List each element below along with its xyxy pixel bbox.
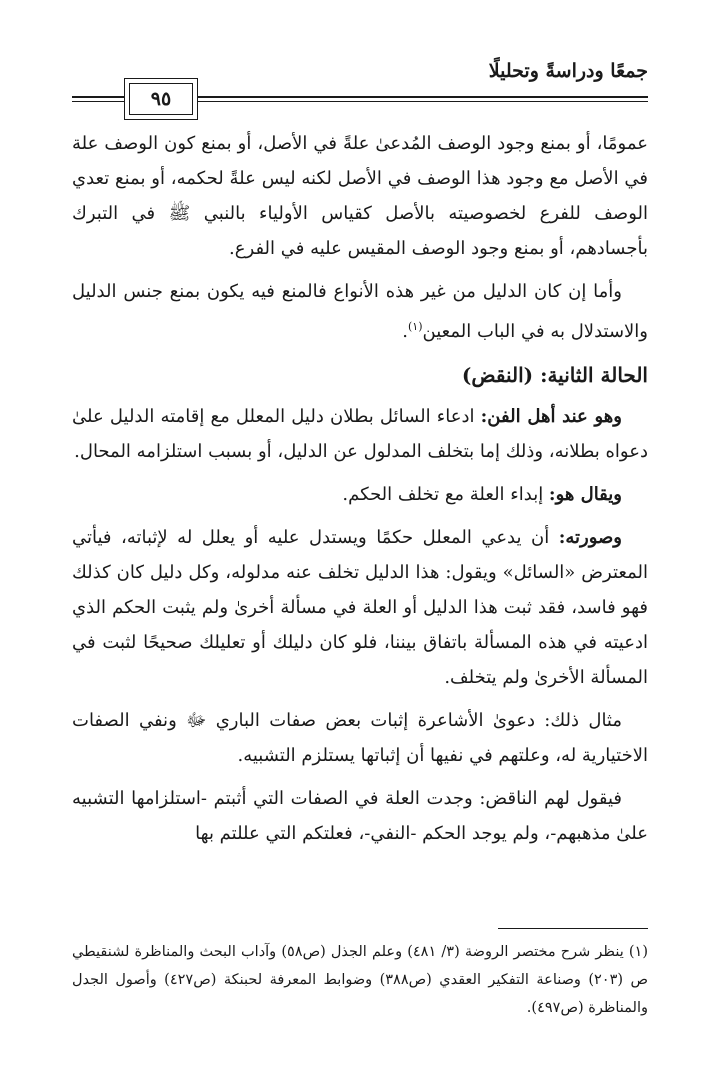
- running-title: جمعًا ودراسةً وتحليلًا: [488, 60, 648, 82]
- section-heading: الحالة الثانية: (النقض): [461, 363, 648, 387]
- paragraph-7: فيقول لهم الناقض: وجدت العلة في الصفات التي أثبتم -استلزامها التشبيه علىٰ مذهبهم-، ولم يوجد الحكم -النفي-، فعلتكم التي عللتم بها: [72, 788, 648, 844]
- footnote-1: (١) ينظر شرح مختصر الروضة (٣/ ٤٨١) وعلم الجذل (ص٥٨) وآداب البحث والمناظرة لشنقيطي ص (٢٠٣) وصناعة التفكير العقدي (ص٣٨٨) وضوابط المعرفة لحبنكة (ص٤٢٧) وأصول الجدل والمناظرة (ص٤٩٧).: [72, 944, 649, 1016]
- paragraph-5: [72, 520, 648, 695]
- paragraph-4-text: إبداء العلة مع تخلف الحكم.: [342, 484, 549, 505]
- paragraph-2-text: وأما إن كان الدليل من غير هذه الأنواع فالمنع فيه يكون بمنع جنس الدليل والاستدلال به في الباب المعين: [72, 281, 648, 342]
- page-body: [72, 126, 648, 859]
- page-number: ٩٥: [129, 83, 193, 115]
- paragraph-4: [72, 477, 648, 512]
- paragraph-5-text: أن يدعي المعلل حكمًا ويستدل عليه أو يعلل له لإثباته، فيأتي المعترض «السائل» ويقول: هذا الدليل تخلف عنه مدلوله، وكل دليل كان كذلك فهو فاسد، فقد ثبت هذا الدليل أو العلة في مسألة أخرىٰ ولم يثبت الحكم الذي ادعيته في هذه المسألة باتفاق بيننا، فلو كان دليلك أو تعليلك صحيحًا لثبت في المسألة الأخرىٰ ولم يتخلف.: [72, 527, 648, 688]
- page-header: [72, 52, 648, 112]
- paragraph-2: [72, 274, 648, 349]
- page-number-box: [124, 78, 198, 120]
- footnote-separator: [498, 928, 648, 929]
- paragraph-4-lead: ويقال هو:: [548, 484, 622, 505]
- paragraph-6: مثال ذلك: دعوىٰ الأشاعرة إثبات بعض صفات الباري ﷻ ونفي الصفات الاختيارية له، وعلتهم في نفيها أن إثباتها يستلزم التشبيه.: [72, 710, 648, 766]
- paragraph-2-end: .: [402, 321, 408, 342]
- footnotes: [72, 938, 648, 1022]
- paragraph-1: عمومًا، أو بمنع وجود الوصف المُدعىٰ علةً في الأصل، أو بمنع كون الوصف علة في الأصل مع وجود هذا الوصف في الأصل لكنه ليس علةً لحكمه، أو بمنع تعدي الوصف للفرع لخصوصيته بالأصل كقياس الأولياء بالنبي ﷺ في التبرك بأجسادهم، أو بمنع وجود الوصف المقيس عليه في الفرع.: [72, 133, 648, 259]
- paragraph-5-lead: وصورته:: [558, 527, 622, 548]
- paragraph-3: [72, 399, 648, 469]
- paragraph-3-text: ادعاء السائل بطلان دليل المعلل مع إقامته الدليل علىٰ دعواه بطلانه، وذلك إما بتخلف المدلول عن الدليل، أو بسبب استلزامه المحال.: [72, 406, 648, 462]
- paragraph-3-lead: وهو عند أهل الفن:: [480, 406, 622, 427]
- footnote-ref-1[interactable]: (١): [408, 320, 423, 333]
